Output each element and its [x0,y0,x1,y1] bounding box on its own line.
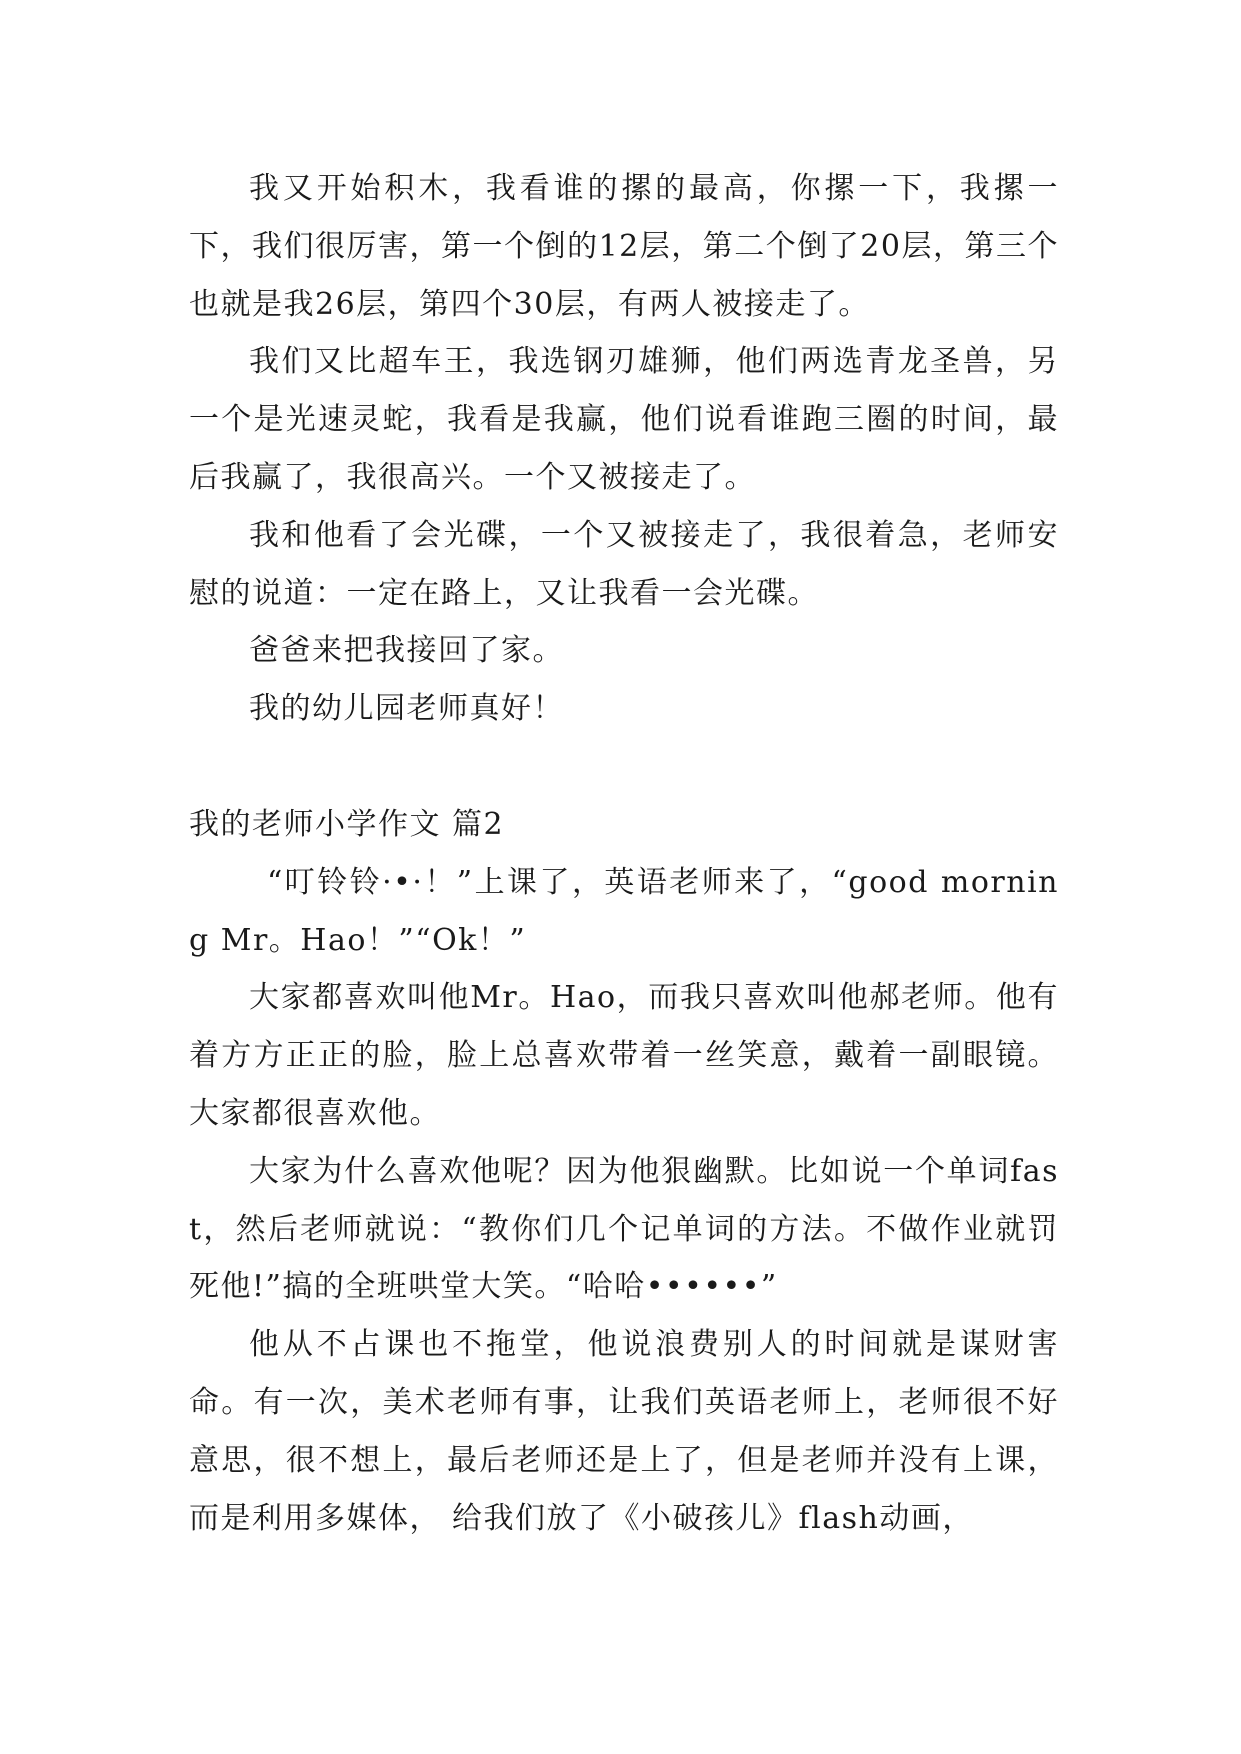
paragraph: 大家为什么喜欢他呢？因为他狠幽默。比如说一个单词fast，然后老师就说：“教你们几个记单词的方法。不做作业就罚死他!”搞的全班哄堂大笑。“哈哈••••••” [189,1153,1059,1305]
paragraph: 大家都喜欢叫他Mr。Hao，而我只喜欢叫他郝老师。他有着方方正正的脸，脸上总喜欢带着一丝笑意，戴着一副眼镜。大家都很喜欢他。 [189,980,1059,1131]
paragraph: 我的幼儿园老师真好！ [249,691,564,727]
paragraph: “叮铃铃·•·！”上课了，英语老师来了，“good morning Mr。Hao！”“Ok！” [189,864,1059,958]
paragraph: 我和他看了会光碟，一个又被接走了，我很着急，老师安慰的说道：一定在路上，又让我看一会光碟。 [189,517,1059,611]
document-page [189,160,1059,1547]
section-heading: 我的老师小学作文 篇2 [189,806,505,842]
paragraph: 爸爸来把我接回了家。 [249,633,564,669]
paragraph: 我们又比超车王，我选钢刃雄狮，他们两选青龙圣兽，另一个是光速灵蛇，我看是我赢，他们说看谁跑三圈的时间，最后我赢了，我很高兴。一个又被接走了。 [189,344,1059,495]
paragraph: 我又开始积木，我看谁的摞的最高，你摞一下，我摞一下，我们很厉害，第一个倒的12层，第二个倒了20层，第三个也就是我26层，第四个30层，有两人被接走了。 [189,171,1059,322]
paragraph: 他从不占课也不拖堂，他说浪费别人的时间就是谋财害命。有一次，美术老师有事，让我们英语老师上，老师很不好意思，很不想上，最后老师还是上了，但是老师并没有上课，而是利用多媒体， 给我们放了《小破孩儿》flash动画， [189,1327,1059,1536]
